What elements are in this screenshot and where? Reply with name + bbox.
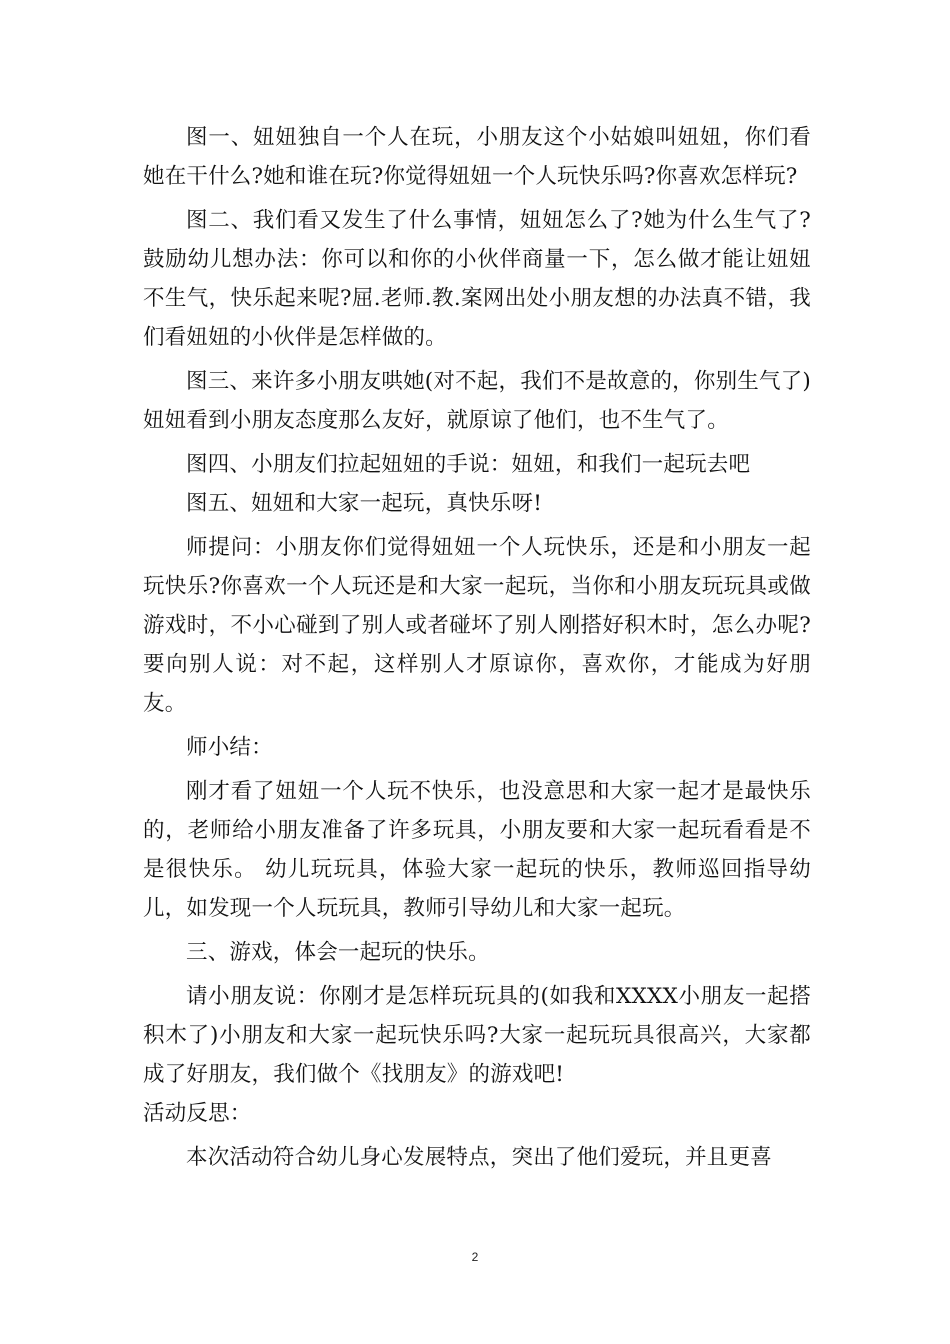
paragraph-reflection-heading: 活动反思： [143,1101,252,1126]
paragraph-picture-1: 图一、妞妞独自一个人在玩，小朋友这个小姑娘叫妞妞，你们看她在干什么?她和谁在玩?你觉得妞妞一个人玩快乐吗?你喜欢怎样玩? [143,125,811,189]
paragraph-teacher-summary-heading: 师小结： [186,735,273,760]
paragraph-picture-2: 图二、我们看又发生了什么事情，妞妞怎么了?她为什么生气了?鼓励幼儿想办法：你可以和你的小伙伴商量一下，怎么做才能让妞妞不生气，快乐起来呢?屈.老师.教.案网出处小朋友想的办法真不错，我们看妞妞的小伙伴是怎样做的。 [143,208,811,350]
paragraph-picture-3: 图三、来许多小朋友哄她(对不起，我们不是故意的，你别生气了)妞妞看到小朋友态度那么友好，就原谅了他们，也不生气了。 [143,369,811,433]
paragraph-section-three-heading: 三、游戏，体会一起玩的快乐。 [186,940,490,965]
paragraph-picture-5: 图五、妞妞和大家一起玩，真快乐呀! [186,491,543,516]
paragraph-teacher-summary: 刚才看了妞妞一个人玩不快乐，也没意思和大家一起才是最快乐的，老师给小朋友准备了许多玩具，小朋友要和大家一起玩看看是不是很快乐。 幼儿玩玩具，体验大家一起玩的快乐，教师巡回指导幼儿，如发现一个人玩玩具，教师引导幼儿和大家一起玩。 [143,779,811,921]
paragraph-reflection-text: 本次活动符合幼儿身心发展特点，突出了他们爱玩，并且更喜 [186,1145,772,1170]
paragraph-teacher-question: 师提问：小朋友你们觉得妞妞一个人玩快乐，还是和小朋友一起玩快乐?你喜欢一个人玩还是和大家一起玩，当你和小朋友玩玩具或做游戏时，不小心碰到了别人或者碰坏了别人刚搭好积木时，怎么办呢?要向别人说：对不起，这样别人才原谅你，喜欢你，才能成为好朋友。 [143,535,811,716]
paragraph-game-instructions: 请小朋友说：你刚才是怎样玩玩具的(如我和XXXX小朋友一起搭积木了)小朋友和大家一起玩快乐吗?大家一起玩玩具很高兴，大家都成了好朋友，我们做个《找朋友》的游戏吧! [143,984,811,1087]
document-body [143,118,811,1177]
page-number: 2 [471,1250,479,1264]
paragraph-picture-4: 图四、小朋友们拉起妞妞的手说：妞妞，和我们一起玩去吧 [186,452,751,477]
